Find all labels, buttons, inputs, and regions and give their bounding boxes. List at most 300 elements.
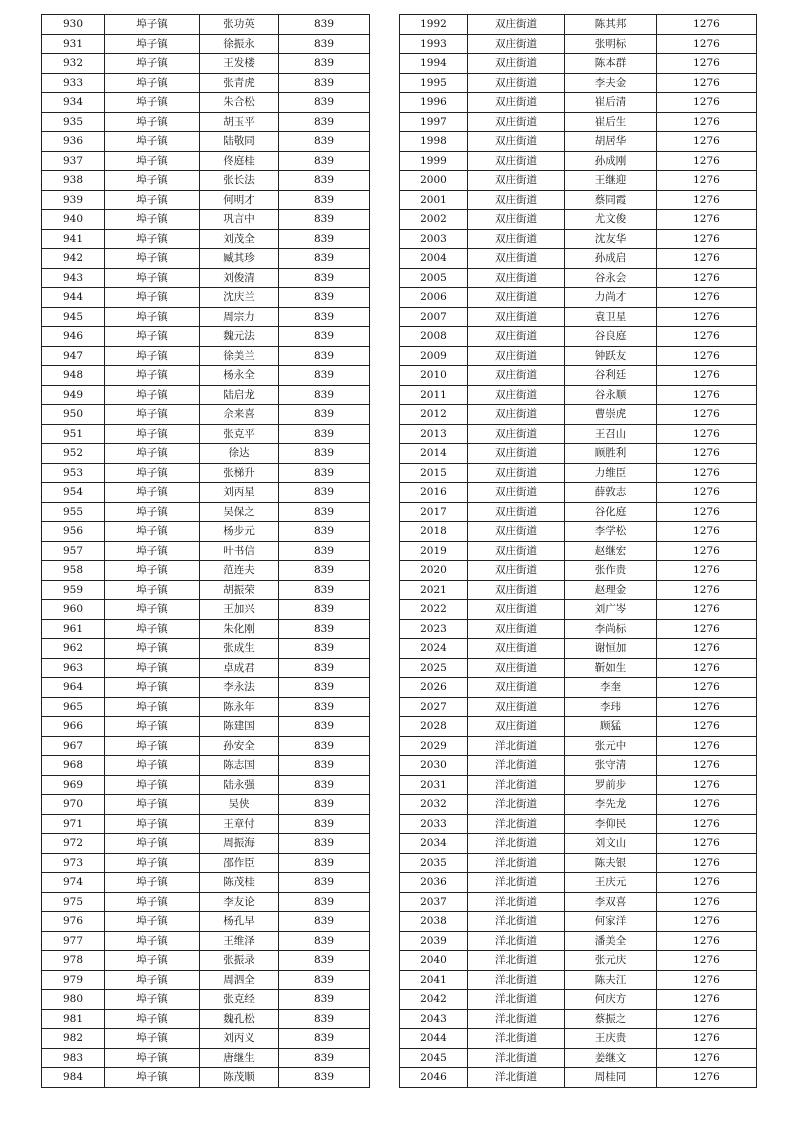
row-number: 2030 bbox=[400, 756, 468, 776]
person-name: 李学松 bbox=[565, 522, 657, 542]
street-name: 双庄街道 bbox=[468, 34, 565, 54]
table-row bbox=[42, 15, 370, 35]
street-name: 洋北街道 bbox=[468, 795, 565, 815]
table-row bbox=[42, 580, 370, 600]
amount: 1276 bbox=[657, 892, 757, 912]
table-row bbox=[42, 229, 370, 249]
row-number: 2026 bbox=[400, 678, 468, 698]
amount: 839 bbox=[279, 151, 370, 171]
amount: 839 bbox=[279, 600, 370, 620]
person-name: 谷良庭 bbox=[565, 327, 657, 347]
amount: 1276 bbox=[657, 795, 757, 815]
amount: 839 bbox=[279, 288, 370, 308]
row-number: 932 bbox=[42, 54, 105, 74]
row-number: 2016 bbox=[400, 483, 468, 503]
table-row bbox=[400, 405, 757, 425]
person-name: 谷永顺 bbox=[565, 385, 657, 405]
row-number: 959 bbox=[42, 580, 105, 600]
amount: 1276 bbox=[657, 639, 757, 659]
amount: 839 bbox=[279, 93, 370, 113]
street-name: 洋北街道 bbox=[468, 1009, 565, 1029]
person-name: 陈本群 bbox=[565, 54, 657, 74]
row-number: 943 bbox=[42, 268, 105, 288]
table-row bbox=[42, 366, 370, 386]
row-number: 2022 bbox=[400, 600, 468, 620]
row-number: 963 bbox=[42, 658, 105, 678]
amount: 1276 bbox=[657, 619, 757, 639]
person-name: 陆永强 bbox=[200, 775, 279, 795]
town-name: 埠子镇 bbox=[105, 814, 200, 834]
amount: 839 bbox=[279, 951, 370, 971]
person-name: 周振海 bbox=[200, 834, 279, 854]
row-number: 983 bbox=[42, 1048, 105, 1068]
town-name: 埠子镇 bbox=[105, 912, 200, 932]
amount: 1276 bbox=[657, 34, 757, 54]
table-row bbox=[42, 327, 370, 347]
person-name: 罗前步 bbox=[565, 775, 657, 795]
row-number: 978 bbox=[42, 951, 105, 971]
person-name: 范连夫 bbox=[200, 561, 279, 581]
row-number: 2037 bbox=[400, 892, 468, 912]
town-name: 埠子镇 bbox=[105, 834, 200, 854]
street-name: 洋北街道 bbox=[468, 1048, 565, 1068]
table-row bbox=[400, 366, 757, 386]
town-name: 埠子镇 bbox=[105, 483, 200, 503]
person-name: 魏孔松 bbox=[200, 1009, 279, 1029]
row-number: 2002 bbox=[400, 210, 468, 230]
amount: 1276 bbox=[657, 990, 757, 1010]
person-name: 钟跃友 bbox=[565, 346, 657, 366]
amount: 839 bbox=[279, 112, 370, 132]
person-name: 朱合松 bbox=[200, 93, 279, 113]
town-name: 埠子镇 bbox=[105, 970, 200, 990]
person-name: 袁卫星 bbox=[565, 307, 657, 327]
table-row bbox=[42, 600, 370, 620]
amount: 1276 bbox=[657, 444, 757, 464]
table-row bbox=[42, 775, 370, 795]
row-number: 976 bbox=[42, 912, 105, 932]
row-number: 970 bbox=[42, 795, 105, 815]
town-name: 埠子镇 bbox=[105, 1068, 200, 1088]
table-row bbox=[400, 970, 757, 990]
amount: 839 bbox=[279, 580, 370, 600]
street-name: 双庄街道 bbox=[468, 580, 565, 600]
row-number: 941 bbox=[42, 229, 105, 249]
table-row bbox=[42, 1009, 370, 1029]
town-name: 埠子镇 bbox=[105, 288, 200, 308]
amount: 839 bbox=[279, 307, 370, 327]
street-name: 洋北街道 bbox=[468, 931, 565, 951]
table-row bbox=[400, 424, 757, 444]
table-row bbox=[400, 151, 757, 171]
person-name: 沈友华 bbox=[565, 229, 657, 249]
row-number: 2004 bbox=[400, 249, 468, 269]
table-row bbox=[42, 385, 370, 405]
street-name: 双庄街道 bbox=[468, 717, 565, 737]
amount: 1276 bbox=[657, 54, 757, 74]
row-number: 2036 bbox=[400, 873, 468, 893]
row-number: 2042 bbox=[400, 990, 468, 1010]
person-name: 陈建国 bbox=[200, 717, 279, 737]
roster-table-right bbox=[399, 14, 757, 1088]
town-name: 埠子镇 bbox=[105, 639, 200, 659]
street-name: 双庄街道 bbox=[468, 385, 565, 405]
street-name: 双庄街道 bbox=[468, 600, 565, 620]
person-name: 周泗全 bbox=[200, 970, 279, 990]
row-number: 956 bbox=[42, 522, 105, 542]
amount: 1276 bbox=[657, 229, 757, 249]
table-row bbox=[400, 580, 757, 600]
table-row bbox=[400, 483, 757, 503]
table-row bbox=[400, 171, 757, 191]
row-number: 951 bbox=[42, 424, 105, 444]
amount: 839 bbox=[279, 1029, 370, 1049]
table-row bbox=[42, 112, 370, 132]
person-name: 胡振荣 bbox=[200, 580, 279, 600]
amount: 839 bbox=[279, 892, 370, 912]
person-name: 刘丙义 bbox=[200, 1029, 279, 1049]
row-number: 2018 bbox=[400, 522, 468, 542]
town-name: 埠子镇 bbox=[105, 366, 200, 386]
amount: 839 bbox=[279, 639, 370, 659]
row-number: 1997 bbox=[400, 112, 468, 132]
table-row bbox=[42, 834, 370, 854]
amount: 1276 bbox=[657, 307, 757, 327]
amount: 1276 bbox=[657, 541, 757, 561]
table-row bbox=[400, 132, 757, 152]
table-row bbox=[42, 658, 370, 678]
amount: 1276 bbox=[657, 424, 757, 444]
person-name: 陈夫江 bbox=[565, 970, 657, 990]
amount: 839 bbox=[279, 424, 370, 444]
person-name: 朱化刚 bbox=[200, 619, 279, 639]
row-number: 2020 bbox=[400, 561, 468, 581]
amount: 1276 bbox=[657, 736, 757, 756]
amount: 839 bbox=[279, 132, 370, 152]
amount: 839 bbox=[279, 658, 370, 678]
person-name: 谷利廷 bbox=[565, 366, 657, 386]
row-number: 2019 bbox=[400, 541, 468, 561]
street-name: 双庄街道 bbox=[468, 522, 565, 542]
row-number: 2029 bbox=[400, 736, 468, 756]
person-name: 张梯升 bbox=[200, 463, 279, 483]
table-row bbox=[400, 912, 757, 932]
town-name: 埠子镇 bbox=[105, 463, 200, 483]
amount: 1276 bbox=[657, 1048, 757, 1068]
row-number: 939 bbox=[42, 190, 105, 210]
row-number: 2009 bbox=[400, 346, 468, 366]
person-name: 何明才 bbox=[200, 190, 279, 210]
table-row bbox=[400, 385, 757, 405]
row-number: 980 bbox=[42, 990, 105, 1010]
row-number: 931 bbox=[42, 34, 105, 54]
row-number: 2006 bbox=[400, 288, 468, 308]
amount: 839 bbox=[279, 54, 370, 74]
table-row bbox=[42, 424, 370, 444]
row-number: 981 bbox=[42, 1009, 105, 1029]
table-row bbox=[42, 1029, 370, 1049]
street-name: 双庄街道 bbox=[468, 307, 565, 327]
town-name: 埠子镇 bbox=[105, 717, 200, 737]
person-name: 王发楼 bbox=[200, 54, 279, 74]
street-name: 洋北街道 bbox=[468, 736, 565, 756]
person-name: 周宗力 bbox=[200, 307, 279, 327]
table-row bbox=[400, 34, 757, 54]
street-name: 双庄街道 bbox=[468, 405, 565, 425]
town-name: 埠子镇 bbox=[105, 327, 200, 347]
amount: 1276 bbox=[657, 775, 757, 795]
row-number: 2014 bbox=[400, 444, 468, 464]
amount: 1276 bbox=[657, 931, 757, 951]
amount: 839 bbox=[279, 990, 370, 1010]
street-name: 双庄街道 bbox=[468, 658, 565, 678]
amount: 839 bbox=[279, 736, 370, 756]
amount: 839 bbox=[279, 385, 370, 405]
table-row bbox=[42, 951, 370, 971]
amount: 839 bbox=[279, 444, 370, 464]
person-name: 王维泽 bbox=[200, 931, 279, 951]
row-number: 946 bbox=[42, 327, 105, 347]
street-name: 双庄街道 bbox=[468, 132, 565, 152]
amount: 839 bbox=[279, 483, 370, 503]
table-row bbox=[42, 346, 370, 366]
row-number: 2017 bbox=[400, 502, 468, 522]
row-number: 964 bbox=[42, 678, 105, 698]
person-name: 李尚标 bbox=[565, 619, 657, 639]
table-row bbox=[42, 54, 370, 74]
person-name: 王加兴 bbox=[200, 600, 279, 620]
street-name: 洋北街道 bbox=[468, 873, 565, 893]
person-name: 陈夫银 bbox=[565, 853, 657, 873]
person-name: 蔡同霞 bbox=[565, 190, 657, 210]
town-name: 埠子镇 bbox=[105, 990, 200, 1010]
row-number: 948 bbox=[42, 366, 105, 386]
amount: 839 bbox=[279, 619, 370, 639]
person-name: 唐继生 bbox=[200, 1048, 279, 1068]
amount: 839 bbox=[279, 327, 370, 347]
person-name: 徐振永 bbox=[200, 34, 279, 54]
person-name: 谷化庭 bbox=[565, 502, 657, 522]
amount: 1276 bbox=[657, 951, 757, 971]
street-name: 洋北街道 bbox=[468, 853, 565, 873]
amount: 1276 bbox=[657, 405, 757, 425]
amount: 1276 bbox=[657, 327, 757, 347]
town-name: 埠子镇 bbox=[105, 697, 200, 717]
person-name: 邵作臣 bbox=[200, 853, 279, 873]
person-name: 李友论 bbox=[200, 892, 279, 912]
table-row bbox=[400, 795, 757, 815]
table-row bbox=[400, 561, 757, 581]
street-name: 双庄街道 bbox=[468, 541, 565, 561]
person-name: 徐达 bbox=[200, 444, 279, 464]
table-row bbox=[400, 1068, 757, 1088]
table-row bbox=[42, 678, 370, 698]
town-name: 埠子镇 bbox=[105, 619, 200, 639]
person-name: 吴保之 bbox=[200, 502, 279, 522]
table-row bbox=[400, 268, 757, 288]
street-name: 双庄街道 bbox=[468, 268, 565, 288]
table-row bbox=[42, 619, 370, 639]
amount: 1276 bbox=[657, 658, 757, 678]
row-number: 1992 bbox=[400, 15, 468, 35]
amount: 1276 bbox=[657, 814, 757, 834]
street-name: 双庄街道 bbox=[468, 93, 565, 113]
row-number: 950 bbox=[42, 405, 105, 425]
person-name: 王庆元 bbox=[565, 873, 657, 893]
row-number: 982 bbox=[42, 1029, 105, 1049]
row-number: 934 bbox=[42, 93, 105, 113]
table-row bbox=[42, 1048, 370, 1068]
row-number: 2012 bbox=[400, 405, 468, 425]
table-row bbox=[42, 639, 370, 659]
row-number: 2033 bbox=[400, 814, 468, 834]
table-row bbox=[42, 132, 370, 152]
table-row bbox=[42, 795, 370, 815]
town-name: 埠子镇 bbox=[105, 307, 200, 327]
person-name: 力尚才 bbox=[565, 288, 657, 308]
table-row bbox=[400, 307, 757, 327]
person-name: 薛敦志 bbox=[565, 483, 657, 503]
town-name: 埠子镇 bbox=[105, 678, 200, 698]
row-number: 2028 bbox=[400, 717, 468, 737]
amount: 1276 bbox=[657, 15, 757, 35]
town-name: 埠子镇 bbox=[105, 424, 200, 444]
table-row bbox=[42, 502, 370, 522]
row-number: 971 bbox=[42, 814, 105, 834]
row-number: 936 bbox=[42, 132, 105, 152]
row-number: 2021 bbox=[400, 580, 468, 600]
table-row bbox=[42, 522, 370, 542]
person-name: 王召山 bbox=[565, 424, 657, 444]
town-name: 埠子镇 bbox=[105, 1009, 200, 1029]
person-name: 卓成君 bbox=[200, 658, 279, 678]
person-name: 沈庆兰 bbox=[200, 288, 279, 308]
street-name: 双庄街道 bbox=[468, 151, 565, 171]
street-name: 双庄街道 bbox=[468, 561, 565, 581]
person-name: 李仰民 bbox=[565, 814, 657, 834]
street-name: 双庄街道 bbox=[468, 678, 565, 698]
row-number: 960 bbox=[42, 600, 105, 620]
table-row bbox=[400, 600, 757, 620]
person-name: 陈茂顺 bbox=[200, 1068, 279, 1088]
town-name: 埠子镇 bbox=[105, 600, 200, 620]
table-row bbox=[42, 405, 370, 425]
amount: 839 bbox=[279, 678, 370, 698]
amount: 1276 bbox=[657, 756, 757, 776]
street-name: 双庄街道 bbox=[468, 444, 565, 464]
row-number: 2046 bbox=[400, 1068, 468, 1088]
street-name: 洋北街道 bbox=[468, 970, 565, 990]
table-row bbox=[400, 814, 757, 834]
town-name: 埠子镇 bbox=[105, 853, 200, 873]
row-number: 2032 bbox=[400, 795, 468, 815]
person-name: 张克经 bbox=[200, 990, 279, 1010]
row-number: 953 bbox=[42, 463, 105, 483]
amount: 1276 bbox=[657, 112, 757, 132]
person-name: 力维臣 bbox=[565, 463, 657, 483]
town-name: 埠子镇 bbox=[105, 171, 200, 191]
row-number: 954 bbox=[42, 483, 105, 503]
amount: 839 bbox=[279, 795, 370, 815]
table-row bbox=[400, 522, 757, 542]
town-name: 埠子镇 bbox=[105, 775, 200, 795]
row-number: 977 bbox=[42, 931, 105, 951]
amount: 839 bbox=[279, 834, 370, 854]
amount: 839 bbox=[279, 229, 370, 249]
person-name: 胡玉平 bbox=[200, 112, 279, 132]
amount: 1276 bbox=[657, 151, 757, 171]
row-number: 967 bbox=[42, 736, 105, 756]
amount: 839 bbox=[279, 697, 370, 717]
town-name: 埠子镇 bbox=[105, 190, 200, 210]
street-name: 洋北街道 bbox=[468, 990, 565, 1010]
table-row bbox=[42, 483, 370, 503]
amount: 1276 bbox=[657, 288, 757, 308]
person-name: 何庆方 bbox=[565, 990, 657, 1010]
amount: 839 bbox=[279, 463, 370, 483]
person-name: 张长法 bbox=[200, 171, 279, 191]
street-name: 洋北街道 bbox=[468, 951, 565, 971]
person-name: 徐美兰 bbox=[200, 346, 279, 366]
town-name: 埠子镇 bbox=[105, 541, 200, 561]
street-name: 双庄街道 bbox=[468, 327, 565, 347]
row-number: 2024 bbox=[400, 639, 468, 659]
town-name: 埠子镇 bbox=[105, 93, 200, 113]
person-name: 叶书信 bbox=[200, 541, 279, 561]
amount: 839 bbox=[279, 775, 370, 795]
table-row bbox=[400, 678, 757, 698]
table-row bbox=[42, 892, 370, 912]
table-row bbox=[42, 34, 370, 54]
amount: 839 bbox=[279, 717, 370, 737]
row-number: 2023 bbox=[400, 619, 468, 639]
row-number: 2039 bbox=[400, 931, 468, 951]
table-row bbox=[400, 210, 757, 230]
amount: 839 bbox=[279, 814, 370, 834]
street-name: 洋北街道 bbox=[468, 814, 565, 834]
amount: 839 bbox=[279, 268, 370, 288]
table-row bbox=[400, 1009, 757, 1029]
table-row bbox=[42, 73, 370, 93]
table-row bbox=[400, 931, 757, 951]
amount: 839 bbox=[279, 249, 370, 269]
person-name: 佟庭桂 bbox=[200, 151, 279, 171]
amount: 1276 bbox=[657, 561, 757, 581]
street-name: 双庄街道 bbox=[468, 112, 565, 132]
person-name: 尤文俊 bbox=[565, 210, 657, 230]
amount: 839 bbox=[279, 522, 370, 542]
row-number: 1999 bbox=[400, 151, 468, 171]
amount: 1276 bbox=[657, 366, 757, 386]
person-name: 陆启龙 bbox=[200, 385, 279, 405]
street-name: 洋北街道 bbox=[468, 892, 565, 912]
amount: 839 bbox=[279, 561, 370, 581]
row-number: 2013 bbox=[400, 424, 468, 444]
town-name: 埠子镇 bbox=[105, 444, 200, 464]
amount: 839 bbox=[279, 912, 370, 932]
street-name: 双庄街道 bbox=[468, 288, 565, 308]
amount: 1276 bbox=[657, 132, 757, 152]
table-row bbox=[42, 93, 370, 113]
amount: 1276 bbox=[657, 580, 757, 600]
street-name: 洋北街道 bbox=[468, 1029, 565, 1049]
street-name: 双庄街道 bbox=[468, 346, 565, 366]
row-number: 2043 bbox=[400, 1009, 468, 1029]
person-name: 姜继文 bbox=[565, 1048, 657, 1068]
row-number: 2005 bbox=[400, 268, 468, 288]
person-name: 蔡振之 bbox=[565, 1009, 657, 1029]
table-row bbox=[400, 112, 757, 132]
